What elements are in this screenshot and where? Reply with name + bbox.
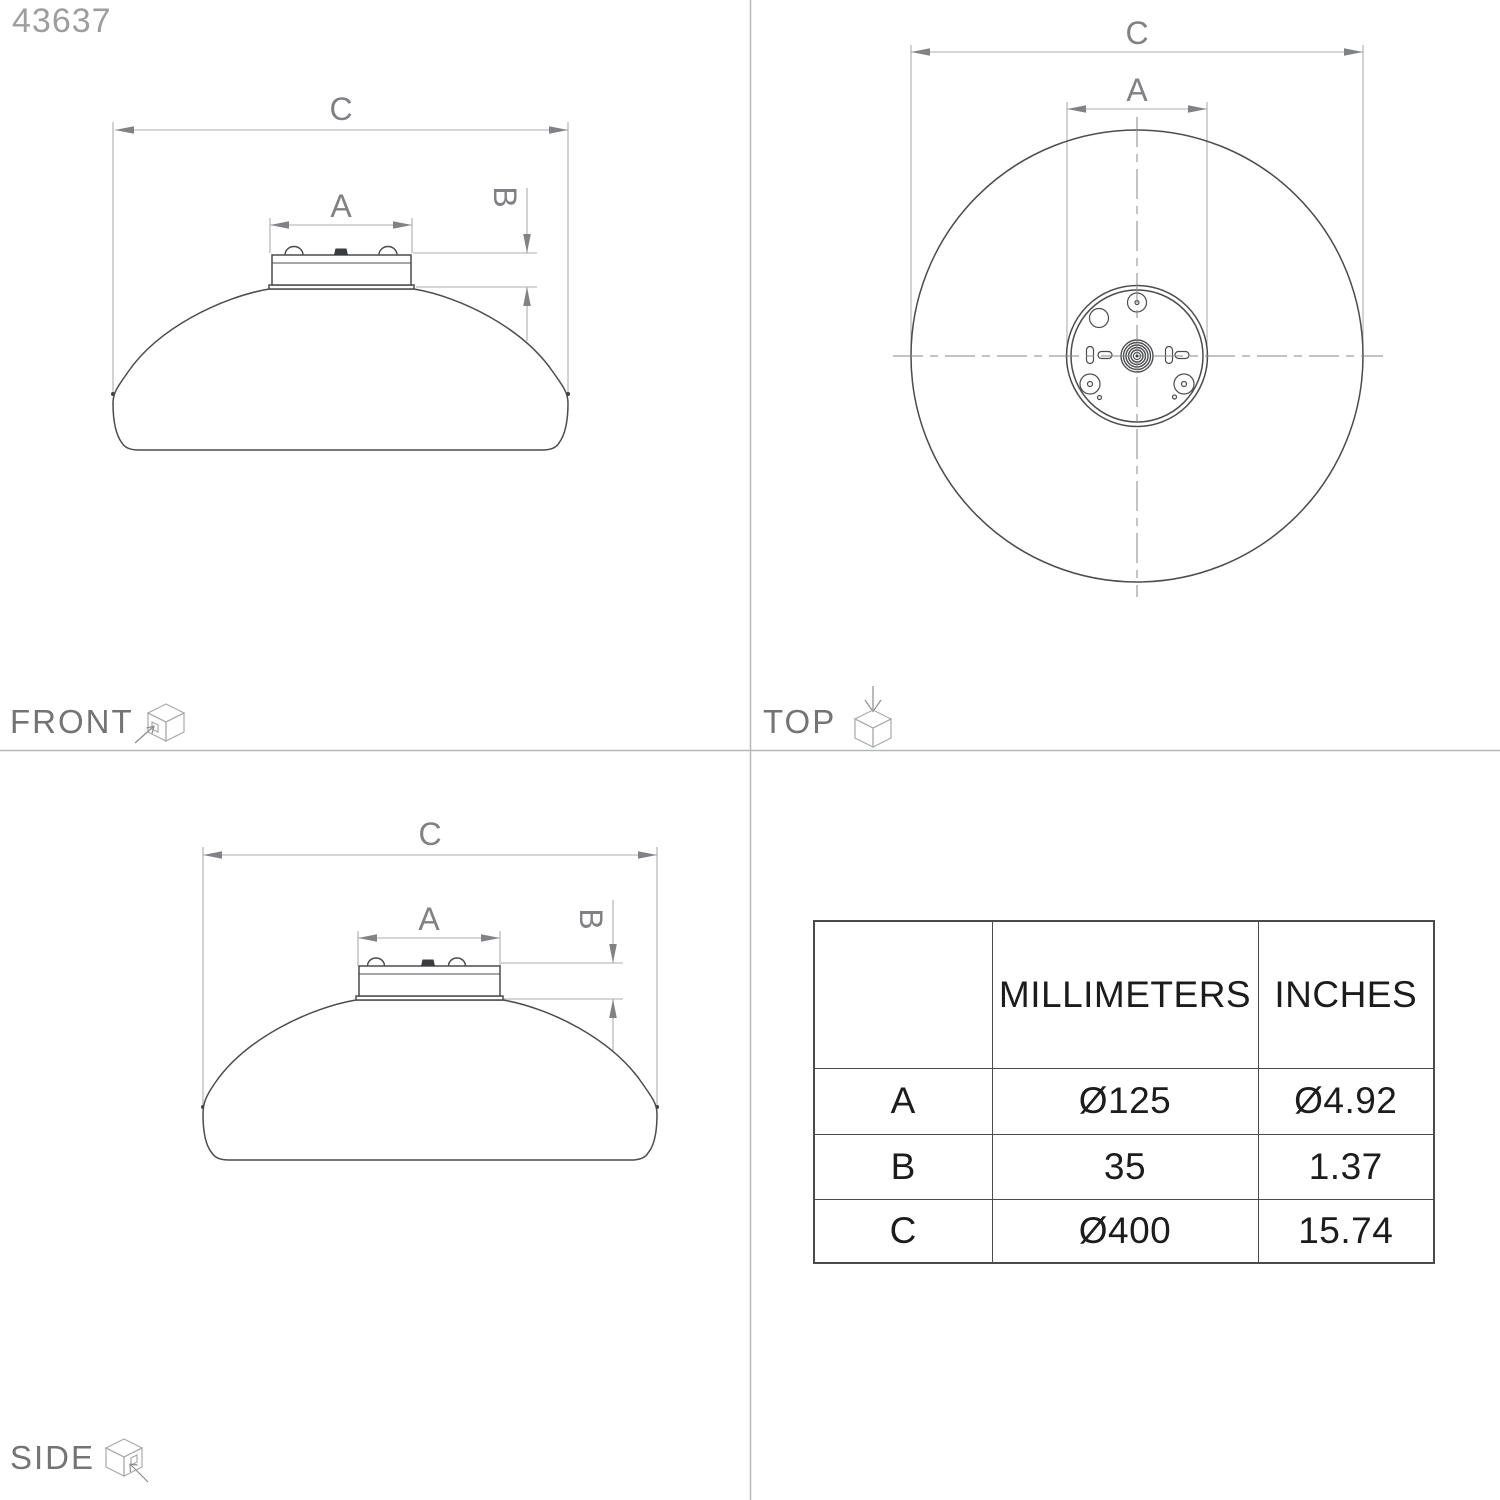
dimension-table [813,920,1435,1264]
side-mount-screw-left [368,958,385,966]
side-view-cube-icon [106,1439,148,1482]
front-dim-b-label: B [487,186,523,208]
table-cell-in: 1.37 [1258,1134,1434,1199]
top-dim-c-label: C [1125,15,1149,51]
front-view-cube-icon [135,704,184,743]
front-view [111,91,570,450]
front-dim-a-label: A [330,188,352,224]
side-dim-a-label: A [418,901,440,937]
top-view-label: TOP [763,703,837,740]
side-dim-a [358,901,500,966]
side-dim-b-label: B [573,908,609,930]
table-header-dimension [814,921,992,1068]
side-diffuser-outline [203,1000,657,1160]
front-diffuser-outline [113,289,568,450]
table-cell-in: Ø4.92 [1258,1068,1434,1134]
front-dim-c-label: C [329,91,353,127]
table-header-millimeters: MILLIMETERS [992,921,1258,1068]
front-mount-screw-left [285,247,303,256]
front-mount-screw-right [379,247,397,256]
front-view-label: FRONT [10,703,134,740]
front-terminal-block [334,249,348,256]
side-view-label: SIDE [10,1439,96,1476]
side-mount-screw-right [449,958,466,966]
top-view-cube-icon [855,686,891,747]
top-dim-a [1067,72,1207,368]
table-row-c [814,1199,1434,1263]
table-header-row [814,921,1434,1068]
table-cell-dim: B [814,1134,992,1199]
table-cell-in: 15.74 [1258,1199,1434,1263]
top-dim-a-label: A [1126,72,1148,108]
side-lamp-body [203,958,657,1160]
front-canopy [272,255,411,285]
side-terminal-block [421,960,435,967]
side-dim-c-label: C [418,816,442,852]
part-number: 43637 [12,2,112,40]
table-row-a [814,1068,1434,1134]
table-row-b [814,1134,1434,1199]
table-cell-mm: 35 [992,1134,1258,1199]
front-lamp-body [113,247,568,451]
table-cell-dim: A [814,1068,992,1134]
side-view [201,816,659,1160]
side-canopy [359,966,500,996]
table-cell-mm: Ø125 [992,1068,1258,1134]
table-cell-dim: C [814,1199,992,1263]
table-cell-mm: Ø400 [992,1199,1258,1263]
table-header-inches: INCHES [1258,921,1434,1068]
front-dim-a [270,188,412,253]
top-view [893,15,1383,597]
